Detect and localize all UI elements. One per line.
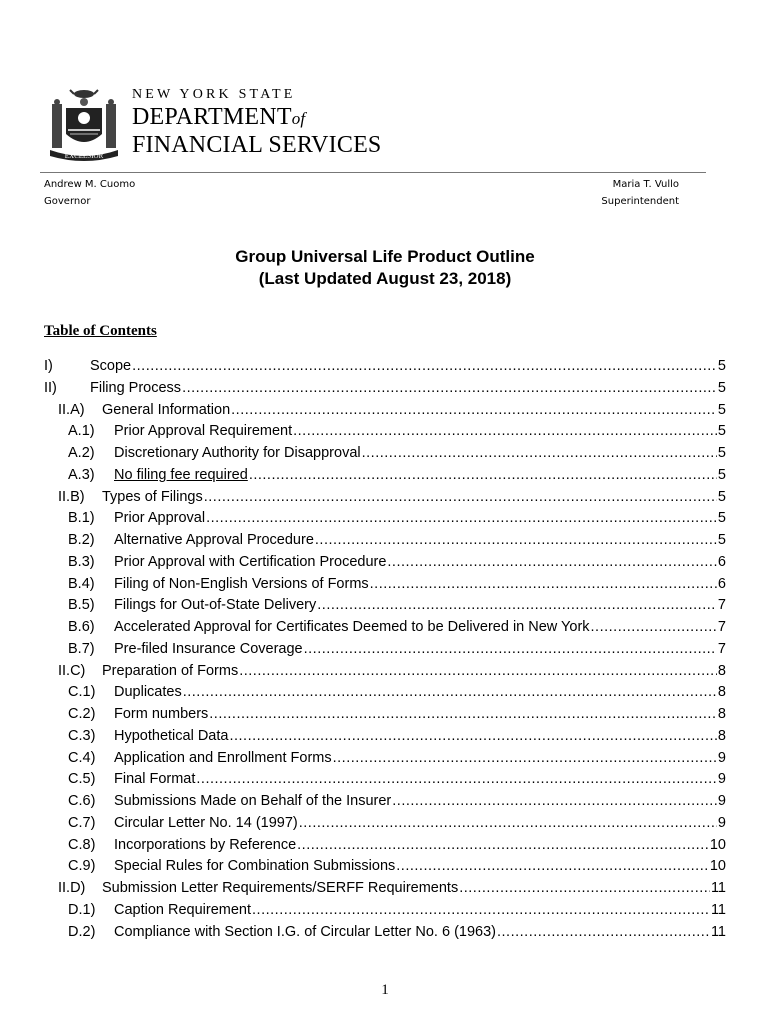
governor-block <box>44 176 135 210</box>
toc-entry-page: 7 <box>717 597 726 614</box>
toc-dot-leader <box>304 638 717 660</box>
document-title <box>0 246 770 290</box>
toc-entry-page: 5 <box>717 445 726 461</box>
toc-entry-label: Circular Letter No. 14 (1997) <box>114 814 298 831</box>
toc-entry-label: Filing of Non-English Versions of Forms <box>114 575 369 592</box>
toc-entry[interactable] <box>58 399 726 421</box>
toc-entry[interactable] <box>68 747 726 769</box>
toc-entry-number: B.7) <box>68 640 95 657</box>
toc-entry-number: C.2) <box>68 706 96 722</box>
letterhead-divider <box>40 172 706 173</box>
toc-entry-page: 5 <box>717 532 726 548</box>
toc-entry-number: II.C) <box>58 662 86 679</box>
toc-dot-leader <box>183 681 717 703</box>
toc-entry-page: 8 <box>717 706 726 722</box>
toc-dot-leader <box>196 768 717 790</box>
toc-entry-label: Submissions Made on Behalf of the Insurer <box>114 793 392 809</box>
toc-entry-label: Hypothetical Data <box>114 727 229 744</box>
toc-entry-page: 5 <box>717 401 726 418</box>
toc-entry[interactable] <box>68 899 726 921</box>
toc-entry-number: D.1) <box>68 901 96 918</box>
toc-entry-label: Types of Filings <box>102 488 203 505</box>
toc-entry-number: II.A) <box>58 401 85 418</box>
toc-entry-number: A.1) <box>68 423 95 440</box>
letterhead <box>44 84 464 164</box>
toc-entry[interactable] <box>68 681 726 703</box>
toc-dot-leader <box>396 855 709 877</box>
agency-line-3: FINANCIAL SERVICES <box>132 132 382 158</box>
toc-entry-number: II) <box>44 379 57 396</box>
toc-heading: Table of Contents <box>44 323 157 339</box>
toc-dot-leader <box>182 377 717 399</box>
toc-entry-number: B.6) <box>68 619 95 635</box>
toc-entry-page: 11 <box>710 923 726 940</box>
toc-dot-leader <box>370 573 717 595</box>
toc-entry[interactable] <box>68 420 726 442</box>
toc-entry[interactable] <box>68 703 726 725</box>
toc-dot-leader <box>362 442 717 464</box>
toc-entry-page: 7 <box>717 619 726 635</box>
toc-entry[interactable] <box>68 638 726 660</box>
toc-entry-number: I) <box>44 358 53 374</box>
toc-dot-leader <box>293 420 717 442</box>
toc-entry-label: Compliance with Section I.G. of Circular Letter No. 6 (1963) <box>114 923 496 940</box>
toc-dot-leader <box>317 594 717 616</box>
toc-entry-label: Caption Requirement <box>114 901 252 918</box>
state-seal-logo <box>44 84 124 164</box>
toc-entry-label: General Information <box>102 401 231 418</box>
toc-entry-number: C.1) <box>68 684 96 701</box>
page-number: 1 <box>381 982 389 998</box>
toc-dot-leader <box>392 790 717 812</box>
toc-dot-leader <box>239 660 717 682</box>
document-title-line-2: (Last Updated August 23, 2018) <box>258 269 512 288</box>
agency-of: of <box>291 109 306 128</box>
toc-entry-number: D.2) <box>68 923 96 940</box>
superintendent-block <box>601 176 679 210</box>
superintendent-name: Maria T. Vullo <box>612 179 679 190</box>
toc-entry[interactable] <box>58 877 726 899</box>
document-title-line-1: Group Universal Life Product Outline <box>235 247 535 266</box>
toc-entry[interactable] <box>68 921 726 943</box>
toc-entry-page: 11 <box>710 901 726 918</box>
toc-entry-page: 10 <box>709 836 726 853</box>
toc-entry-number: B.5) <box>68 597 95 614</box>
toc-dot-leader <box>497 921 710 943</box>
toc-dot-leader <box>206 507 717 529</box>
toc-entry-label: Alternative Approval Procedure <box>114 532 314 548</box>
agency-line-1: NEW YORK STATE <box>132 87 296 102</box>
toc-entry-page: 8 <box>717 662 726 679</box>
toc-entry-number: C.7) <box>68 814 96 831</box>
toc-entry-label: Prior Approval with Certification Procedure <box>114 553 387 570</box>
toc-entry-number: II.B) <box>58 488 85 505</box>
toc-dot-leader <box>459 877 710 899</box>
toc-entry-number: A.3) <box>68 466 95 483</box>
toc-entry[interactable] <box>44 355 726 377</box>
toc-entry-label: Submission Letter Requirements/SERFF Requirements <box>102 880 459 896</box>
toc-entry[interactable] <box>68 594 726 616</box>
toc-entry-number: B.3) <box>68 553 95 570</box>
toc-entry-page: 5 <box>717 488 726 505</box>
toc-entry-label: Filings for Out-of-State Delivery <box>114 597 317 614</box>
toc-entry-label: Incorporations by Reference <box>114 836 297 853</box>
toc-entry-page: 9 <box>717 771 726 788</box>
toc-entry[interactable] <box>68 855 726 877</box>
toc-dot-leader <box>132 355 717 377</box>
toc-entry-page: 7 <box>717 640 726 657</box>
toc-entry-page: 8 <box>717 684 726 701</box>
toc-entry[interactable] <box>58 660 726 682</box>
toc-dot-leader <box>229 725 716 747</box>
toc-entry-label: Prior Approval <box>114 510 206 527</box>
toc-entry[interactable] <box>68 464 726 486</box>
toc-entry-page: 5 <box>717 423 726 440</box>
toc-entry[interactable] <box>68 790 726 812</box>
toc-entry[interactable] <box>68 507 726 529</box>
toc-entry[interactable] <box>44 377 726 399</box>
toc-entry-page: 9 <box>717 814 726 831</box>
toc-entry-number: B.1) <box>68 510 95 527</box>
toc-entry-page: 9 <box>717 793 726 809</box>
toc-entry-page: 5 <box>717 466 726 483</box>
toc-entry-label: Application and Enrollment Forms <box>114 749 332 766</box>
toc-entry-number: C.6) <box>68 793 96 809</box>
toc-entry-label: No filing fee required <box>114 466 248 483</box>
toc-entry-page: 9 <box>717 749 726 766</box>
toc-entry-label: Prior Approval Requirement <box>114 423 293 440</box>
toc-dot-leader <box>591 616 717 638</box>
toc-entry-number: B.2) <box>68 532 95 548</box>
toc-entry-label: Form numbers <box>114 706 209 722</box>
toc-entry-page: 5 <box>717 358 726 374</box>
toc-entry-label: Scope <box>90 358 132 374</box>
toc-dot-leader <box>299 812 717 834</box>
agency-department: DEPARTMENT <box>132 104 292 130</box>
toc-dot-leader <box>231 399 717 421</box>
toc-entry-label: Final Format <box>114 771 196 788</box>
toc-entry-number: C.8) <box>68 836 96 853</box>
toc-entry-label: Special Rules for Combination Submissions <box>114 858 396 875</box>
toc-entry-page: 5 <box>717 379 726 396</box>
toc-entry-number: C.4) <box>68 749 96 766</box>
toc-entry-number: II.D) <box>58 880 86 896</box>
toc-entry-number: C.3) <box>68 727 96 744</box>
toc-entry[interactable] <box>68 725 726 747</box>
toc-dot-leader <box>315 529 717 551</box>
toc-dot-leader <box>209 703 717 725</box>
toc-entry-label: Discretionary Authority for Disapproval <box>114 445 361 461</box>
toc-entry[interactable] <box>68 834 726 856</box>
toc-entry[interactable] <box>68 573 726 595</box>
toc-dot-leader <box>387 551 717 573</box>
governor-name: Andrew M. Cuomo <box>44 179 136 190</box>
agency-name <box>132 86 381 158</box>
toc-entry-label: Pre-filed Insurance Coverage <box>114 640 303 657</box>
toc-entry[interactable] <box>68 616 726 638</box>
governor-title: Governor <box>44 196 91 207</box>
toc-entry[interactable] <box>68 529 726 551</box>
toc-entry[interactable] <box>68 768 726 790</box>
toc-entry[interactable] <box>68 442 726 464</box>
toc-entry-page: 10 <box>709 858 726 875</box>
toc-dot-leader <box>249 464 717 486</box>
toc-entry-number: A.2) <box>68 445 95 461</box>
toc-entry-number: C.9) <box>68 858 96 875</box>
toc-entry[interactable] <box>58 486 726 508</box>
toc-dot-leader <box>333 747 717 769</box>
toc-entry-page: 6 <box>717 575 726 592</box>
toc-entry-page: 5 <box>717 510 726 527</box>
toc-dot-leader <box>297 834 709 856</box>
toc-entry-page: 11 <box>710 880 726 896</box>
toc-entry-label: Filing Process <box>90 379 182 396</box>
toc-entry[interactable] <box>68 812 726 834</box>
toc-dot-leader <box>204 486 717 508</box>
toc-entry[interactable] <box>68 551 726 573</box>
superintendent-title: Superintendent <box>601 196 679 207</box>
toc-entry-page: 6 <box>717 553 726 570</box>
toc-entry-page: 8 <box>717 727 726 744</box>
toc-dot-leader <box>252 899 710 921</box>
toc-entry-label: Preparation of Forms <box>102 662 239 679</box>
toc-entry-number: B.4) <box>68 575 95 592</box>
toc-entry-label: Accelerated Approval for Certificates Deemed to be Delivered in New York <box>114 619 590 635</box>
svg-text:EXCELSIOR: EXCELSIOR <box>64 152 104 160</box>
toc-entry-label: Duplicates <box>114 684 182 701</box>
agency-line-2 <box>132 104 381 132</box>
toc-entry-number: C.5) <box>68 771 96 788</box>
